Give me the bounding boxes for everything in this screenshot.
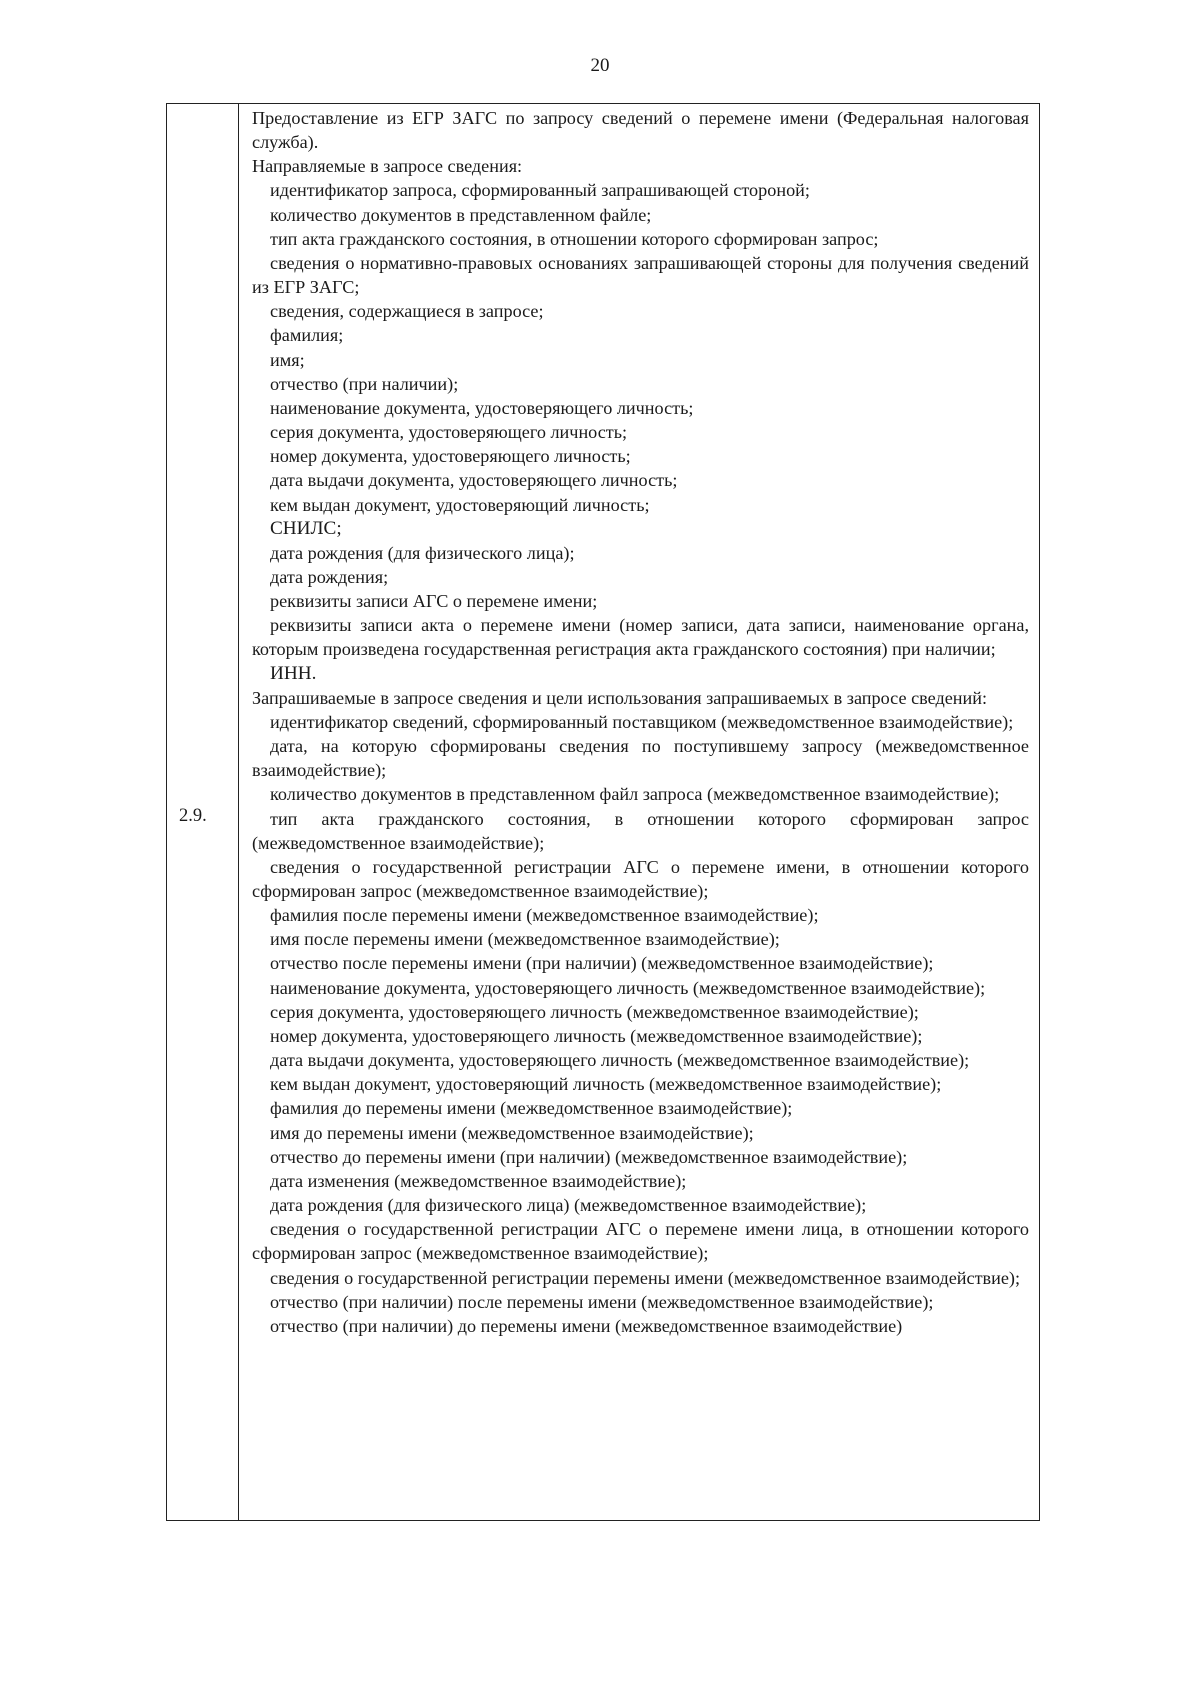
- requested-field-item: дата рождения (для физического лица) (межведомственное взаимодействие);: [270, 1195, 867, 1216]
- requested-field-item: дата выдачи документа, удостоверяющего личность (межведомственное взаимодействие);: [270, 1050, 970, 1071]
- requested-field-item: имя до перемены имени (межведомственное взаимодействие);: [270, 1122, 754, 1143]
- requested-field-item: отчество до перемены имени (при наличии) (межведомственное взаимодействие);: [270, 1146, 908, 1167]
- sent-field-item: серия документа, удостоверяющего личность;: [270, 422, 628, 443]
- row-content-cell: [239, 104, 1039, 1520]
- requested-field-item: дата изменения (межведомственное взаимодействие);: [270, 1170, 687, 1191]
- requested-field-item: тип акта гражданского состояния, в отношении которого сформирован запрос (межведомственное взаимодействие);: [252, 808, 1029, 853]
- sent-field-item: количество документов в представленном файле;: [270, 204, 652, 225]
- requested-field-item: номер документа, удостоверяющего личность (межведомственное взаимодействие);: [270, 1025, 923, 1046]
- sent-fields-title: Направляемые в запросе сведения:: [252, 156, 523, 177]
- sent-field-item: СНИЛС;: [270, 517, 342, 539]
- requested-field-item: дата, на которую сформированы сведения по поступившему запросу (межведомственное взаимодействие);: [252, 736, 1029, 781]
- requested-field-item: сведения о государственной регистрации перемены имени (межведомственное взаимодействие);: [270, 1267, 1021, 1288]
- sent-field-item: идентификатор запроса, сформированный запрашивающей стороной;: [270, 180, 810, 201]
- sent-field-item: фамилия;: [270, 325, 344, 346]
- sent-field-item: реквизиты записи акта о перемене имени (номер записи, дата записи, наименование органа, которым произведена государственная регистрация акта гражданского состояния) при наличии;: [252, 615, 1029, 660]
- sent-field-item: кем выдан документ, удостоверяющий личность;: [270, 494, 650, 515]
- requested-field-item: фамилия до перемены имени (межведомственное взаимодействие);: [270, 1098, 793, 1119]
- requested-field-item: идентификатор сведений, сформированный поставщиком (межведомственное взаимодействие);: [270, 711, 1014, 732]
- sent-field-item: тип акта гражданского состояния, в отношении которого сформирован запрос;: [270, 228, 879, 249]
- requested-field-item: наименование документа, удостоверяющего личность (межведомственное взаимодействие);: [270, 977, 986, 998]
- sent-field-item: дата рождения (для физического лица);: [270, 542, 575, 563]
- sent-field-item: сведения, содержащиеся в запросе;: [270, 301, 544, 322]
- sent-field-item: наименование документа, удостоверяющего личность;: [270, 397, 694, 418]
- document-table: [166, 103, 1040, 1521]
- sent-field-item: сведения о нормативно-правовых основаниях запрашивающей стороны для получения сведений из ЕГР ЗАГС;: [252, 252, 1029, 298]
- requested-field-item: фамилия после перемены имени (межведомственное взаимодействие);: [270, 905, 819, 926]
- sent-field-item: отчество (при наличии);: [270, 373, 459, 394]
- requested-fields-list: [252, 710, 1029, 1338]
- requested-field-item: сведения о государственной регистрации АГС о перемене имени, в отношении которого сформирован запрос (межведомственное взаимодействие);: [252, 856, 1029, 901]
- requested-field-item: имя после перемены имени (межведомственное взаимодействие);: [270, 929, 780, 950]
- requested-field-item: отчество (при наличии) до перемены имени (межведомственное взаимодействие): [270, 1315, 903, 1336]
- requested-field-item: отчество (при наличии) после перемены имени (межведомственное взаимодействие);: [270, 1291, 934, 1312]
- sent-field-item: номер документа, удостоверяющего личность;: [270, 446, 631, 467]
- requested-field-item: отчество после перемены имени (при наличии) (межведомственное взаимодействие);: [270, 953, 934, 974]
- sent-field-item: реквизиты записи АГС о перемене имени;: [270, 591, 598, 612]
- requested-fields-title: Запрашиваемые в запросе сведения и цели использования запрашиваемых в запросе сведений:: [252, 687, 988, 708]
- sent-field-item: ИНН.: [270, 662, 317, 684]
- page-number: 20: [590, 55, 610, 76]
- sent-field-item: дата выдачи документа, удостоверяющего личность;: [270, 470, 678, 491]
- requested-field-item: сведения о государственной регистрации АГС о перемене имени лица, в отношении которого сформирован запрос (межведомственное взаимодействие);: [252, 1219, 1029, 1264]
- sent-field-item: дата рождения;: [270, 566, 389, 587]
- requested-field-item: кем выдан документ, удостоверяющий личность (межведомственное взаимодействие);: [270, 1074, 942, 1095]
- requested-field-item: количество документов в представленном файл запроса (межведомственное взаимодействие);: [270, 784, 1000, 805]
- row-number: 2.9.: [179, 806, 207, 826]
- sent-field-item: имя;: [270, 349, 305, 370]
- requested-field-item: серия документа, удостоверяющего личность (межведомственное взаимодействие);: [270, 1001, 919, 1022]
- section-heading: Предоставление из ЕГР ЗАГС по запросу сведений о перемене имени (Федеральная налоговая служба).: [252, 108, 1029, 153]
- row-number-cell: [167, 104, 239, 1520]
- sent-fields-list: [252, 178, 1029, 685]
